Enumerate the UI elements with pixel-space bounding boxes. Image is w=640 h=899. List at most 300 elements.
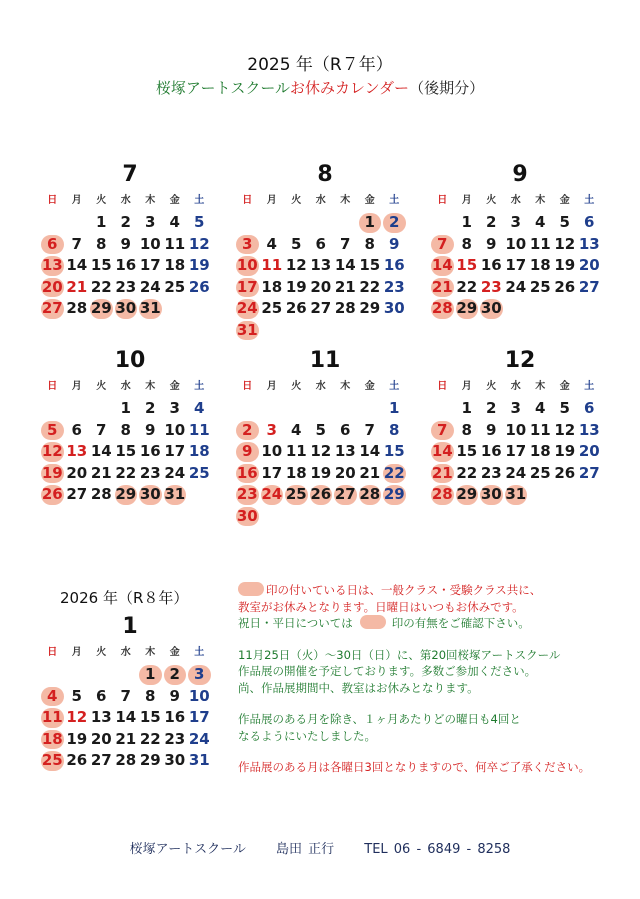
closed-day: 1 [358, 212, 383, 234]
day-cell: 10 [261, 442, 283, 460]
closed-marker-icon [238, 582, 264, 596]
closed-day: 1 [138, 664, 163, 686]
weekday-header: 木 [145, 381, 156, 392]
day-cell: 16 [164, 708, 186, 726]
closed-day: 19 [40, 463, 65, 485]
day-cell: 17 [188, 708, 210, 726]
day-cell: 19 [188, 256, 210, 274]
day-cell: 22 [139, 729, 161, 748]
day-cell: 20 [578, 442, 600, 460]
day-cell: 5 [559, 213, 570, 231]
day-cell: 11 [529, 420, 551, 439]
day-cell: 22 [456, 463, 478, 482]
weekday-header: 水 [120, 195, 131, 206]
day-cell: 24 [188, 729, 210, 748]
closed-day: 27 [40, 298, 65, 320]
closed-day: 30 [114, 298, 139, 320]
weekday-header: 金 [169, 381, 180, 392]
day-cell: 18 [164, 256, 186, 274]
day-cell: 7 [364, 420, 375, 439]
closed-day: 28 [430, 484, 455, 506]
day-cell: 23 [115, 277, 137, 296]
day-cell: 1 [461, 399, 472, 417]
day-cell: 23 [480, 277, 502, 296]
closed-day: 29 [114, 484, 139, 506]
day-cell: 5 [71, 686, 82, 705]
empty-cell [284, 398, 309, 420]
day-cell: 26 [285, 299, 307, 317]
weekday-header: 土 [389, 381, 400, 392]
footer [0, 838, 640, 857]
term-label: （後期分） [409, 79, 485, 97]
closed-day: 30 [138, 484, 163, 506]
day-cell: 22 [359, 277, 381, 296]
closed-day: 12 [40, 441, 65, 463]
day-cell: 20 [90, 729, 112, 748]
day-cell: 11 [164, 234, 186, 253]
day-cell: 10 [505, 234, 527, 253]
day-cell: 7 [96, 420, 107, 439]
day-cell: 26 [554, 463, 576, 482]
day-cell: 17 [139, 256, 161, 274]
day-cell: 22 [115, 463, 137, 482]
day-cell: 11 [188, 420, 210, 439]
closed-day: 21 [430, 277, 455, 299]
day-cell: 19 [554, 256, 576, 274]
day-cell: 2 [145, 399, 156, 417]
empty-cell [114, 664, 139, 686]
day-cell: 15 [383, 442, 405, 460]
day-cell: 17 [164, 442, 186, 460]
day-cell: 13 [310, 256, 332, 274]
closed-day: 31 [163, 484, 188, 506]
day-cell: 30 [164, 751, 186, 769]
weekday-header: 金 [364, 381, 375, 392]
closed-day: 25 [284, 484, 309, 506]
month-11 [235, 346, 415, 527]
closed-day: 30 [479, 298, 504, 320]
closed-day: 4 [40, 686, 65, 708]
day-cell: 31 [188, 751, 210, 769]
weekday-header: 水 [510, 195, 521, 206]
day-cell: 12 [66, 708, 88, 726]
empty-cell [89, 398, 114, 420]
month-8 [235, 160, 415, 341]
day-cell: 28 [90, 485, 112, 503]
closed-day: 29 [89, 298, 114, 320]
legend-note: 印の付いている日は、一般クラス・受験クラス共に、 [238, 582, 628, 599]
closed-day: 5 [40, 420, 65, 442]
day-cell: 3 [145, 213, 156, 231]
month-7 [40, 160, 220, 320]
closed-day: 3 [187, 664, 212, 686]
policy-note-2: なるようにいたしました。 [238, 728, 376, 743]
day-cell: 16 [383, 256, 405, 274]
closed-day: 7 [430, 234, 455, 256]
calendar-grid [235, 190, 415, 341]
calendar-name: お休みカレンダー [290, 79, 410, 97]
day-cell: 10 [188, 686, 210, 705]
closed-day: 10 [235, 255, 260, 277]
closed-day: 29 [455, 484, 480, 506]
school-name: 桜塚アートスクール [155, 79, 291, 97]
day-cell: 11 [529, 234, 551, 253]
day-cell: 18 [261, 277, 283, 296]
closed-day: 30 [235, 506, 260, 528]
day-cell: 14 [359, 442, 381, 460]
empty-cell [260, 398, 285, 420]
footer-person: 島田 正行 [275, 842, 335, 857]
day-cell: 7 [120, 686, 131, 705]
day-cell: 23 [383, 277, 405, 296]
day-cell: 8 [461, 420, 472, 439]
day-cell: 1 [96, 213, 107, 231]
day-cell: 9 [486, 234, 497, 253]
day-cell: 11 [261, 256, 283, 274]
weekday-header: 日 [47, 381, 58, 392]
day-cell: 6 [584, 213, 595, 231]
weekday-header: 木 [340, 381, 351, 392]
day-cell: 27 [310, 299, 332, 317]
calendar-grid [430, 190, 610, 320]
weekday-header: 金 [169, 195, 180, 206]
day-cell: 3 [510, 399, 521, 417]
empty-cell [65, 398, 90, 420]
day-cell: 19 [310, 463, 332, 482]
day-cell: 11 [285, 442, 307, 460]
weekday-header: 日 [437, 195, 448, 206]
weekday-header: 火 [96, 381, 107, 392]
closed-day: 29 [382, 484, 407, 506]
exhibit-note-3: 尚、作品展期間中、教室はお休みとなります。 [238, 680, 479, 695]
weekday-header: 水 [120, 381, 131, 392]
weekday-header: 火 [486, 381, 497, 392]
day-cell: 16 [480, 442, 502, 460]
calendar-grid [430, 376, 610, 506]
day-cell: 10 [505, 420, 527, 439]
month-12 [430, 346, 610, 506]
day-cell: 3 [266, 420, 277, 439]
weekday-header: 火 [291, 381, 302, 392]
day-cell: 24 [139, 277, 161, 296]
page-title: 2025 年（R７年） [247, 55, 393, 75]
day-cell: 9 [486, 420, 497, 439]
empty-cell [358, 398, 383, 420]
closed-day: 26 [40, 484, 65, 506]
day-cell: 29 [359, 299, 381, 317]
empty-cell [65, 212, 90, 234]
day-cell: 8 [145, 686, 156, 705]
weekday-header: 日 [242, 381, 253, 392]
day-cell: 18 [188, 442, 210, 460]
day-cell: 9 [120, 234, 131, 253]
day-cell: 21 [66, 277, 88, 296]
day-cell: 1 [461, 213, 472, 231]
empty-cell [235, 398, 260, 420]
day-cell: 17 [505, 442, 527, 460]
day-cell: 18 [529, 256, 551, 274]
day-cell: 4 [535, 213, 546, 231]
empty-cell [235, 212, 260, 234]
day-cell: 28 [115, 751, 137, 769]
day-cell: 10 [139, 234, 161, 253]
day-cell: 4 [291, 420, 302, 439]
weekday-header: 土 [584, 381, 595, 392]
closed-day: 27 [333, 484, 358, 506]
closed-day: 14 [430, 441, 455, 463]
weekday-header: 月 [266, 381, 277, 392]
empty-cell [284, 212, 309, 234]
day-cell: 16 [139, 442, 161, 460]
weekday-header: 金 [559, 195, 570, 206]
day-cell: 24 [505, 277, 527, 296]
closed-day: 16 [235, 463, 260, 485]
weekday-header: 木 [145, 647, 156, 658]
day-cell: 12 [285, 256, 307, 274]
closed-day: 28 [358, 484, 383, 506]
day-cell: 2 [486, 213, 497, 231]
day-cell: 27 [578, 463, 600, 482]
day-cell: 25 [529, 463, 551, 482]
footer-school: 桜塚アートスクール [129, 842, 246, 857]
day-cell: 20 [310, 277, 332, 296]
month-9 [430, 160, 610, 320]
day-cell: 28 [66, 299, 88, 317]
weekday-header: 金 [364, 195, 375, 206]
weekday-header: 水 [315, 381, 326, 392]
weekday-header: 月 [266, 195, 277, 206]
day-cell: 28 [334, 299, 356, 317]
day-cell: 6 [584, 399, 595, 417]
page-subtitle [0, 77, 640, 98]
closed-day: 2 [382, 212, 407, 234]
closed-day: 2 [163, 664, 188, 686]
day-cell: 14 [66, 256, 88, 274]
empty-cell [40, 398, 65, 420]
day-cell: 19 [285, 277, 307, 296]
weekday-header: 火 [96, 195, 107, 206]
day-cell: 15 [359, 256, 381, 274]
day-cell: 13 [578, 234, 600, 253]
day-cell: 25 [529, 277, 551, 296]
closed-day: 6 [40, 234, 65, 256]
empty-cell [430, 398, 455, 420]
closed-day: 24 [235, 298, 260, 320]
day-cell: 23 [480, 463, 502, 482]
day-cell: 14 [115, 708, 137, 726]
closed-marker-icon [360, 615, 386, 629]
day-cell: 26 [66, 751, 88, 769]
day-cell: 6 [340, 420, 351, 439]
closed-day: 30 [479, 484, 504, 506]
closed-day: 21 [430, 463, 455, 485]
day-cell: 18 [285, 463, 307, 482]
day-cell: 12 [188, 234, 210, 253]
day-cell: 10 [164, 420, 186, 439]
day-cell: 25 [188, 463, 210, 482]
closed-day: 7 [430, 420, 455, 442]
calendar-grid [235, 376, 415, 527]
day-cell: 24 [505, 463, 527, 482]
month-title: 11 [309, 348, 341, 373]
closed-day: 31 [138, 298, 163, 320]
weekday-header: 土 [584, 195, 595, 206]
day-cell: 27 [90, 751, 112, 769]
calendar-grid [40, 376, 220, 506]
legend-note-2: 教室がお休みとなります。日曜日はいつもお休みです。 [238, 599, 524, 614]
day-cell: 23 [164, 729, 186, 748]
day-cell: 21 [115, 729, 137, 748]
month-10 [40, 346, 220, 506]
weekday-header: 土 [194, 381, 205, 392]
exhibit-note-2: 作品展の開催を予定しております。多数ご参加ください。 [238, 664, 537, 678]
day-cell: 12 [310, 442, 332, 460]
closed-day: 3 [235, 234, 260, 256]
empty-cell [333, 212, 358, 234]
calendar-grid [40, 190, 220, 320]
day-cell: 17 [505, 256, 527, 274]
day-cell: 26 [188, 277, 210, 296]
day-cell: 3 [510, 213, 521, 231]
day-cell: 25 [261, 299, 283, 317]
month-2026-1 [40, 612, 220, 772]
calendar-grid [40, 642, 220, 772]
month-title: 12 [504, 348, 536, 373]
weekday-header: 木 [145, 195, 156, 206]
closed-day: 22 [382, 463, 407, 485]
weekday-header: 月 [71, 195, 82, 206]
footer-tel: TEL 06 - 6849 - 8258 [364, 842, 511, 857]
closed-day: 9 [235, 441, 260, 463]
day-cell: 16 [480, 256, 502, 274]
holiday-note: 祝日・平日については 印の有無をご確認下さい。 [238, 616, 530, 630]
day-cell: 26 [554, 277, 576, 296]
year-2026-label: 2026 年（R８年） [60, 589, 189, 607]
closed-day: 23 [235, 484, 260, 506]
day-cell: 13 [578, 420, 600, 439]
closed-day: 26 [309, 484, 334, 506]
weekday-header: 金 [559, 381, 570, 392]
weekday-header: 土 [389, 195, 400, 206]
closed-day: 31 [504, 484, 529, 506]
empty-cell [65, 664, 90, 686]
weekday-header: 水 [510, 381, 521, 392]
day-cell: 3 [169, 399, 180, 417]
day-cell: 8 [120, 420, 131, 439]
weekday-header: 水 [120, 647, 131, 658]
day-cell: 23 [139, 463, 161, 482]
day-cell: 9 [389, 234, 400, 253]
empty-cell [309, 212, 334, 234]
weekday-header: 日 [47, 195, 58, 206]
weekday-header: 月 [71, 647, 82, 658]
day-cell: 9 [169, 686, 180, 705]
empty-cell [89, 664, 114, 686]
weekday-header: 火 [486, 195, 497, 206]
day-cell: 6 [96, 686, 107, 705]
closed-day: 17 [235, 277, 260, 299]
day-cell: 5 [291, 234, 302, 253]
month-title: 1 [122, 614, 138, 639]
day-cell: 6 [71, 420, 82, 439]
day-cell: 2 [120, 213, 131, 231]
day-cell: 14 [90, 442, 112, 460]
day-cell: 14 [334, 256, 356, 274]
day-cell: 30 [383, 299, 405, 317]
empty-cell [260, 212, 285, 234]
closed-day: 18 [40, 729, 65, 751]
day-cell: 29 [139, 751, 161, 769]
day-cell: 2 [486, 399, 497, 417]
weekday-header: 木 [340, 195, 351, 206]
day-cell: 8 [461, 234, 472, 253]
day-cell: 4 [169, 213, 180, 231]
day-cell: 8 [96, 234, 107, 253]
closed-day: 24 [260, 484, 285, 506]
day-cell: 21 [334, 277, 356, 296]
day-cell: 8 [389, 420, 400, 439]
day-cell: 20 [578, 256, 600, 274]
weekday-header: 水 [315, 195, 326, 206]
day-cell: 15 [456, 442, 478, 460]
month-title: 7 [122, 162, 138, 187]
day-cell: 5 [194, 213, 205, 231]
day-cell: 8 [364, 234, 375, 253]
weekday-header: 火 [291, 195, 302, 206]
empty-cell [309, 398, 334, 420]
day-cell: 15 [90, 256, 112, 274]
weekday-header: 木 [535, 381, 546, 392]
day-cell: 21 [90, 463, 112, 482]
exhibit-note-1: 11月25日（火）～30日（日）に、第20回桜塚アートスクール [238, 647, 561, 662]
day-cell: 15 [456, 256, 478, 274]
day-cell: 1 [389, 399, 400, 417]
weekday-header: 土 [194, 195, 205, 206]
day-cell: 12 [554, 234, 576, 253]
closed-day: 14 [430, 255, 455, 277]
closed-day: 11 [40, 707, 65, 729]
empty-cell [333, 398, 358, 420]
day-cell: 21 [359, 463, 381, 482]
empty-cell [40, 212, 65, 234]
day-cell: 17 [261, 463, 283, 482]
day-cell: 22 [456, 277, 478, 296]
day-cell: 13 [334, 442, 356, 460]
day-cell: 4 [266, 234, 277, 253]
policy-note-3: 作品展のある月は各曜日3回となりますので、何卒ご了承ください。 [238, 760, 591, 774]
day-cell: 19 [66, 729, 88, 748]
closed-day: 2 [235, 420, 260, 442]
day-cell: 4 [535, 399, 546, 417]
day-cell: 18 [529, 442, 551, 460]
closed-day: 25 [40, 750, 65, 772]
day-cell: 16 [115, 256, 137, 274]
day-cell: 20 [334, 463, 356, 482]
weekday-header: 金 [169, 647, 180, 658]
day-cell: 15 [139, 708, 161, 726]
day-cell: 12 [554, 420, 576, 439]
day-cell: 1 [120, 399, 131, 417]
day-cell: 24 [164, 463, 186, 482]
weekday-header: 日 [47, 647, 58, 658]
day-cell: 15 [115, 442, 137, 460]
day-cell: 4 [194, 399, 205, 417]
day-cell: 20 [66, 463, 88, 482]
weekday-header: 火 [96, 647, 107, 658]
day-cell: 9 [145, 420, 156, 439]
day-cell: 13 [90, 708, 112, 726]
day-cell: 25 [164, 277, 186, 296]
